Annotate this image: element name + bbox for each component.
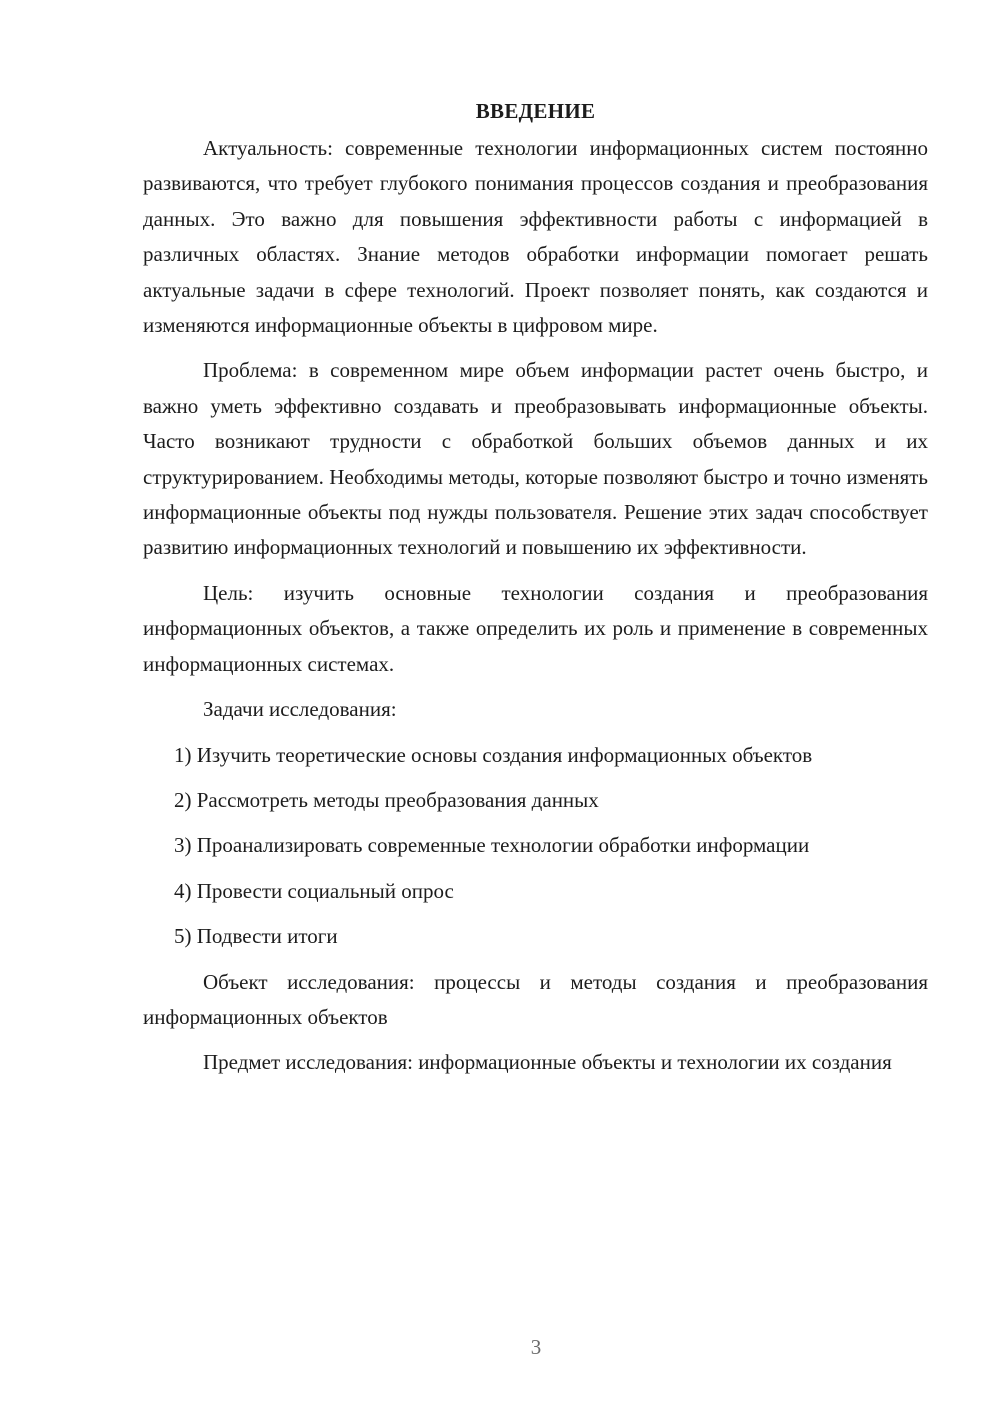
research-object-paragraph: Объект исследования: процессы и методы создания и преобразования информационных объектов <box>143 969 928 1029</box>
document-page <box>143 96 928 1091</box>
problem-paragraph: Проблема: в современном мире объем информации растет очень быстро, и важно уметь эффективно создавать и преобразовывать информационные объекты. Часто возникают трудности с обработкой больших объемов данных и их структурированием. Необходимы методы, которые позволяют быстро и точно изменять информационные объекты под нужды пользователя. Решение этих задач способствует развитию информационных технологий и повышению их эффективности. <box>143 358 928 560</box>
section-heading: ВВЕДЕНИЕ <box>475 99 596 123</box>
relevance-paragraph: Актуальность: современные технологии информационных систем постоянно развиваются, что требует глубокого понимания процессов создания и преобразования данных. Это важно для повышения эффективности работы с информацией в различных областях. Знание методов обработки информации помогает решать актуальные задачи в сфере технологий. Проект позволяет понять, как создаются и изменяются информационные объекты в цифровом мире. <box>143 136 928 338</box>
task-item-5: 5) Подвести итоги <box>174 924 338 949</box>
research-subject-paragraph: Предмет исследования: информационные объекты и технологии их создания <box>203 1050 892 1075</box>
task-item-3: 3) Проанализировать современные технологии обработки информации <box>174 833 810 858</box>
tasks-intro: Задачи исследования: <box>203 697 397 722</box>
task-item-1: 1) Изучить теоретические основы создания информационных объектов <box>174 742 813 767</box>
page-number: 3 <box>530 1335 542 1359</box>
goal-paragraph: Цель: изучить основные технологии создания и преобразования информационных объектов, а также определить их роль и применение в современных информационных системах. <box>143 580 928 676</box>
task-item-4: 4) Провести социальный опрос <box>174 878 454 903</box>
task-item-2: 2) Рассмотреть методы преобразования данных <box>174 787 599 812</box>
